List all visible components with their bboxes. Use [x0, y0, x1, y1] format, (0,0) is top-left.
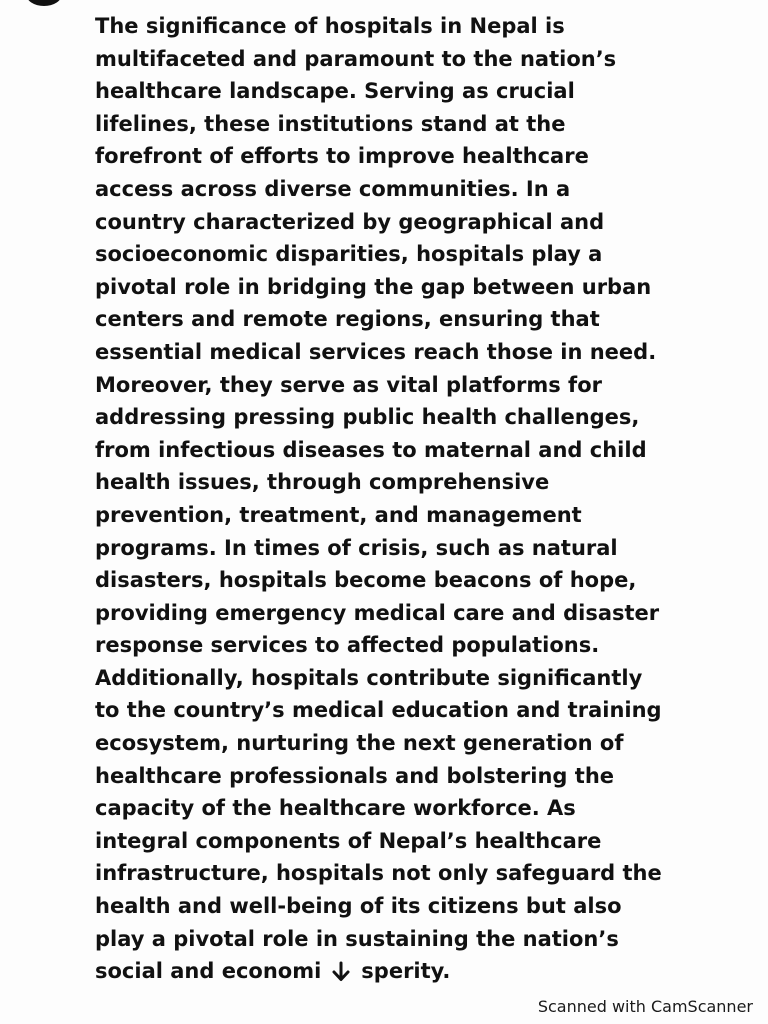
text-line: to the country’s medical education and training — [95, 698, 662, 723]
text-line: pivotal role in bridging the gap between urban — [95, 274, 652, 299]
document-body — [95, 10, 765, 988]
text-line: prevention, treatment, and management — [95, 502, 582, 527]
text-line: centers and remote regions, ensuring that — [95, 307, 600, 332]
text-line: providing emergency medical care and disaster — [95, 600, 660, 625]
text-line: response services to affected populations. — [95, 633, 600, 658]
last-line-start: social and economi — [95, 959, 322, 984]
arrow-down-icon[interactable] — [321, 960, 361, 984]
text-line: socioeconomic disparities, hospitals play a — [95, 242, 603, 267]
text-line: disasters, hospitals become beacons of hope, — [95, 568, 637, 593]
corner-blob — [26, 0, 62, 6]
text-line: play a pivotal role in sustaining the nation’s — [95, 926, 619, 951]
text-line: ecosystem, nurturing the next generation of — [95, 731, 624, 756]
text-line: forefront of efforts to improve healthcare — [95, 144, 589, 169]
text-line: access across diverse communities. In a — [95, 176, 571, 201]
text-line: Additionally, hospitals contribute significantly — [95, 665, 643, 690]
text-line: from infectious diseases to maternal and child — [95, 437, 647, 462]
last-text-line — [95, 955, 765, 988]
text-line: healthcare professionals and bolstering the — [95, 763, 615, 788]
text-line: healthcare landscape. Serving as crucial — [95, 79, 575, 104]
text-line: infrastructure, hospitals not only safeguard the — [95, 861, 662, 886]
text-line: lifelines, these institutions stand at the — [95, 111, 566, 136]
text-line: The significance of hospitals in Nepal is — [95, 14, 565, 38]
text-line: programs. In times of crisis, such as natural — [95, 535, 618, 560]
text-line: country characterized by geographical and — [95, 209, 605, 234]
text-line: Moreover, they serve as vital platforms for — [95, 372, 602, 397]
text-line: multifaceted and paramount to the nation’s — [95, 46, 617, 71]
text-line: capacity of the healthcare workforce. As — [95, 796, 576, 821]
text-line: integral components of Nepal’s healthcare — [95, 828, 602, 853]
text-line: health issues, through comprehensive — [95, 470, 550, 495]
text-line: addressing pressing public health challenges, — [95, 405, 640, 430]
camscanner-watermark: Scanned with CamScanner — [537, 997, 753, 1016]
text-line: health and well-being of its citizens but also — [95, 894, 622, 919]
text-line: essential medical services reach those in need. — [95, 339, 657, 364]
last-line-end: sperity. — [361, 959, 451, 984]
